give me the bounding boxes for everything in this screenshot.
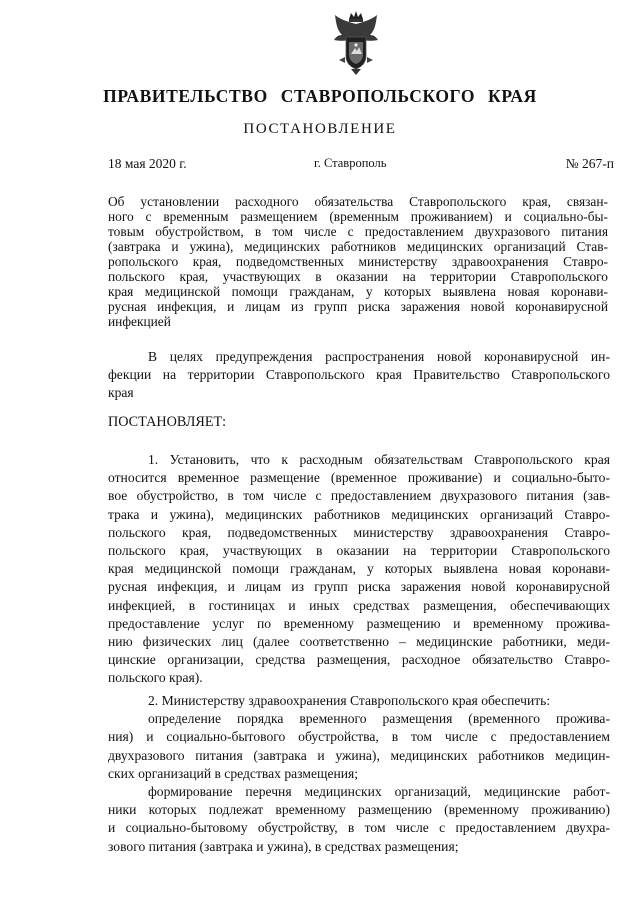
clause-line: инфекцией, в гостиницах и иных средствах размещения, обеспечивающих [108, 597, 610, 613]
clause-2 [108, 692, 610, 856]
clause-line: польского края, участвующих в оказании на территории Ставропольского [108, 543, 610, 559]
subject-line: ропольского края, подведомственных министерству здравоохранения Ставро- [108, 254, 608, 269]
clause-line: зового питания (завтрака и ужина), в средствах размещения; [108, 838, 459, 854]
clause-line: формирование перечня медицинских организаций, медицинские работ- [148, 784, 610, 800]
preamble-line: края [108, 385, 134, 401]
clause-line: ских организаций в средствах размещения; [108, 765, 359, 781]
clause-line: определение порядка временного размещения (временного прожива- [148, 711, 610, 727]
clause-line: края медицинской помощи гражданам, у которых выявлена новая коронави- [108, 561, 610, 577]
subject-line: края медицинской помощи гражданам, у которых выявлена новая коронави- [108, 284, 608, 299]
subject-line: товым обустройством, в том числе с предоставлением двухразового питания [108, 224, 608, 239]
subject-line: инфекцией [108, 314, 171, 329]
clause-line: предоставление услуг по временному размещению и временному прожива- [108, 615, 610, 631]
subject-line: Об установлении расходного обязательства Ставропольского края, связан- [108, 194, 608, 209]
document-date: 18 мая 2020 г. [108, 156, 187, 171]
clause-1 [108, 451, 610, 688]
clause-line: русная инфекция, и лицам из групп риска заражения новой коронавирусной [108, 579, 610, 595]
subject-line: (завтрака и ужина), медицинских работников медицинских организаций Став- [108, 239, 608, 254]
subject-line: русная инфекция, и лицам из групп риска заражения новой коронавирусной [108, 299, 608, 314]
coat-of-arms-icon [331, 10, 381, 76]
clause-line: 2. Министерству здравоохранения Ставропольского края обеспечить: [148, 693, 551, 708]
preamble-line: фекции на территории Ставропольского края Правительство Ставропольского [108, 367, 610, 383]
document-city: г. Ставрополь [314, 156, 387, 170]
document-type: ПОСТАНОВЛЕНИЕ [243, 121, 397, 137]
clause-line: относится временное размещение (временное проживание) и социально-быто- [108, 470, 610, 486]
clause-line: польского края). [108, 670, 203, 686]
document-meta [108, 156, 614, 176]
preamble-line: В целях предупреждения распространения новой коронавирусной ин- [148, 349, 610, 364]
clause-line: двухразового питания (завтрака и ужина), медицинских работников медицин- [108, 747, 610, 763]
clause-line: ния) и социально-бытового обустройства, в том числе с предоставлением [108, 729, 610, 745]
document-number: № 267-п [565, 156, 614, 171]
subject-line: польского края, участвующих в оказании на территории Ставропольского [108, 269, 608, 284]
document-subject [108, 194, 608, 329]
clause-line: трака и ужина), медицинских работников медицинских организаций Ставро- [108, 506, 610, 522]
clause-line: вое обустройство, в том числе с предоставлением двухразового питания (зав- [108, 488, 610, 504]
clause-line: 1. Установить, что к расходным обязательствам Ставропольского края [148, 452, 610, 467]
clause-line: польского края, подведомственных министерству здравоохранения Ставро- [108, 524, 610, 540]
clause-line: цинские организации, средства размещения, расходное обязательство Ставро- [108, 652, 610, 668]
government-title: ПРАВИТЕЛЬСТВО СТАВРОПОЛЬСКОГО КРАЯ [103, 86, 537, 106]
preamble-paragraph [108, 348, 610, 403]
clause-line: нию физических лиц (далее соответственно – медицинские работники, меди- [108, 634, 610, 650]
clause-line: и социально-бытовому обустройству, в том числе с предоставлением двухра- [108, 820, 610, 836]
decree-label: ПОСТАНОВЛЯЕТ: [108, 414, 227, 430]
clause-line: ники которых подлежат временному размещению (временному проживанию) [108, 802, 610, 818]
subject-line: ного с временным размещением (временным проживанием) и социально-бы- [108, 209, 608, 224]
